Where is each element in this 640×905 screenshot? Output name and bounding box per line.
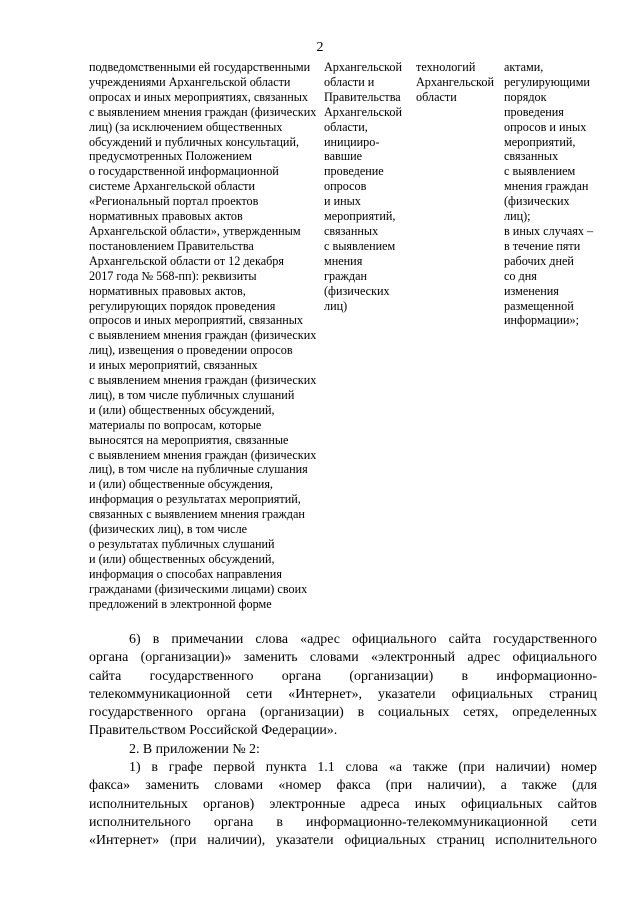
table-cell-line: лиц) (за исключением общественных [89,119,283,134]
table-column-2 [324,60,414,313]
table-cell-line: опросах и иных мероприятиях, связанных [89,89,309,104]
text-line: исполнительного органа в информационно-телекоммуникационной сети [89,814,597,830]
table-cell-line: и (или) общественных обсуждений, [89,551,275,566]
table-cell-line: 2017 года № 568-пп): реквизиты [89,268,257,283]
table-cell-line: вавшие [324,149,363,164]
table-cell-line: мероприятий, [324,209,396,224]
table-cell-line: размещенной [504,298,574,313]
table-cell-line: проведения [504,104,564,119]
table-cell-line: опросов и иных мероприятий, связанных [89,313,304,328]
table-column-3 [416,60,502,105]
table-cell-line: нормативных правовых актов [89,209,243,224]
table-cell-line: со дня [504,268,537,283]
table-cell-line: (физических [324,283,390,298]
table-cell-line: технологий [416,60,476,74]
table-cell-line: связанных [504,149,559,164]
table-cell-line: и (или) общественных обсуждений, [89,402,275,417]
text-line: 6) в примечании слова «адрес официального сайта государственного [129,632,597,647]
table-cell-line: и иных мероприятий, связанных [89,358,258,373]
table-cell-line: лиц), в том числе публичных слушаний [89,387,295,402]
page-number: 2 [316,40,324,55]
table-cell-line: порядок [504,89,547,104]
table-cell-line: выносятся на мероприятия, связанные [89,432,289,447]
table-column-1 [89,60,321,612]
table-cell-line: с выявлением [504,164,576,179]
table-cell-line: предложений в электронной форме [89,596,272,611]
table-cell-line: нормативных правовых актов, [89,283,246,298]
table-cell-line: с выявлением мнения граждан (физических [89,328,317,343]
table-cell-line: мнения [324,253,363,268]
table-cell-line: с выявлением мнения граждан (физических [89,104,317,119]
table-cell-line: иницииро- [324,134,380,149]
text-line: исполнительных органов) электронные адреса иных официальных сайтов [89,796,597,812]
table-cell-line: лиц), в том числе на публичные слушания [89,462,308,477]
table-cell-line: с выявлением мнения граждан (физических [89,447,317,462]
table-cell-line: лиц), извещения о проведении опросов [89,343,293,358]
text-line: «Интернет» (при наличии), указатели официальных страниц исполнительного [89,833,597,849]
table-cell-line: и (или) общественные обсуждения, [89,477,273,492]
table-cell-line: о государственной информационной [89,164,279,179]
table-cell-line: регулирующих порядок проведения [89,298,276,313]
body-text [89,631,597,851]
table-cell-line: информация о способах направления [89,566,282,581]
table-cell-line: Архангельской области от 12 декабря [89,253,285,268]
table-cell-line: Архангельской области», утвержденным [89,223,301,238]
table-cell-line: с выявлением [324,238,396,253]
table-cell-line: (физических лиц), в том числе [89,522,248,537]
table-cell-line: в течение пяти [504,238,581,253]
table-cell-line: Архангельской [324,104,402,119]
table-cell-line: системе Архангельской области [89,179,256,194]
table-cell-line: и иных [324,194,361,209]
table-cell-line: учреждениями Архангельской области [89,74,291,89]
table-cell-line: лиц) [324,298,348,313]
text-line: Правительством Российской Федерации». [89,723,338,739]
table-cell-line: информация о результатах мероприятий, [89,492,301,507]
table-cell-line: Архангельской [416,74,494,89]
table-cell-line: связанных [324,223,379,238]
table-cell-line: «Региональный портал проектов [89,194,259,209]
table-cell-line: мероприятий, [504,134,576,149]
table-cell-line: рабочих дней [504,253,574,268]
table-cell-line: связанных с выявлением мнения граждан [89,507,305,522]
table-cell-line: о результатах публичных слушаний [89,537,275,551]
text-line: 2. В приложении № 2: [129,741,260,757]
text-line: органа (организации)» заменить словами «электронный адрес официального [89,650,597,666]
table-cell-line: гражданами (физическими лицами) своих [89,581,308,596]
table-cell-line: лиц); [504,209,531,224]
table-cell-line: актами, [504,60,544,74]
table-column-4 [504,60,604,328]
table-cell-line: области и [324,74,375,89]
table-cell-line: с выявлением мнения граждан (физических [89,373,317,388]
table-cell-line: материалы по вопросам, которые [89,417,262,432]
table-cell-line: Правительства [324,89,401,104]
table-cell-line: изменения [504,283,559,298]
table-cell-line: мнения граждан [504,179,589,194]
text-line: государственного органа (организации) в социальных сетях, определенных [89,705,597,721]
table-cell-line: постановлением Правительства [89,238,254,253]
table-cell-line: предусмотренных Положением [89,149,253,164]
table-cell-line: в иных случаях – [504,223,594,238]
table-cell-line: (физических [504,194,570,209]
text-line: сайта государственного органа (организации) в информационно- [89,668,597,684]
table-cell-line: опросов [324,179,367,194]
table-cell-line: граждан [324,268,368,283]
text-line: телекоммуникационной сети «Интернет», указатели официальных страниц [89,686,597,702]
table-cell-line: обсуждений и публичных консультаций, [89,134,300,149]
text-line: факса» заменить словами «номер факса (при наличии), а также (для [89,778,597,794]
table-cell-line: области, [324,119,368,134]
table-cell-line: регулирующими [504,74,590,89]
table-cell-line: информации»; [504,313,580,328]
table-cell-line: области [416,89,457,104]
table-cell-line: проведение [324,164,384,179]
table-cell-line: подведомственными ей государственными [89,60,311,74]
text-line: 1) в графе первой пункта 1.1 слова «а также (при наличии) номер [129,760,597,776]
table-cell-line: Архангельской [324,60,402,74]
table-cell-line: опросов и иных [504,119,587,134]
